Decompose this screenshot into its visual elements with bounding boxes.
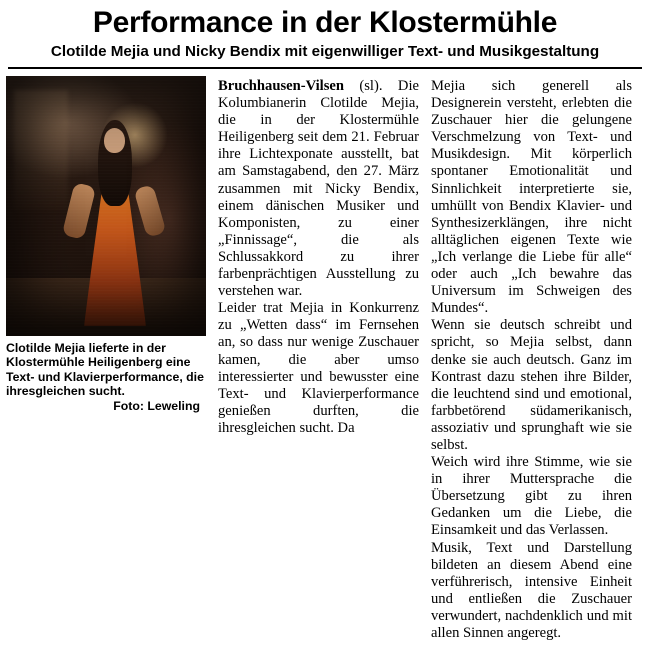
dateline: Bruchhausen-Vilsen bbox=[218, 78, 344, 94]
column-right bbox=[431, 76, 632, 642]
paragraph: Leider trat Mejia in Konkurrenz zu „Wetten dass“ im Fernsehen an, so dass nur wenige Zuschauer kamen, die aber umso interessierter und bewusster eine Text- und Klavierperformance genießen durften, die ihresgleichen sucht. Da bbox=[218, 300, 419, 436]
paragraph: Musik, Text und Darstellung bildeten an diesem Abend eine verführerisch, intensive Einheit und entließen die Zuschauer verwundert, nachdenklich und mit allen Sinnen angeregt. bbox=[431, 539, 632, 641]
photo-caption bbox=[6, 341, 206, 413]
article-subhead: Clotilde Mejia und Nicky Bendix mit eigenwilliger Text- und Musikgestaltung bbox=[50, 43, 600, 60]
paragraph: Wenn sie deutsch schreibt und spricht, so Mejia selbst, dann denke sie auch deutsch. Ganz im Kontrast dazu stehen ihre Bilder, die leuchtend sind und emotional, farbbetörend südamerikanisch, assoziativ und sprunghaft wie sie selbst. bbox=[431, 317, 632, 453]
paragraph: Mejia sich generell als Designerein versteht, erlebten die Zuschauer hier die gelungene Verschmelzung von Text- und Musikdesign. Mit körperlich spontaner Emotionalität und Sinnlichkeit interpretierte sie, umhüllt von Bendix Klavier- und Synthesizerklängen, ihre nicht alltäglichen eigenen Texte wie „Ich verlange die Liebe für alle“ oder auch „Ich bewahre das Universum im Schweigen des Mundes“. bbox=[431, 78, 632, 317]
header-divider bbox=[8, 67, 642, 69]
photo-credit: Foto: Leweling bbox=[113, 398, 200, 413]
paragraph-text: (sl). Die Kolumbianerin Clotilde Mejia, die in der Klostermühle Heiligenberg seit dem 21. Februar ihre Lichtexponate ausstellt, bat am Samstagabend, den 27. März zusammen mit Nicky Bendix, einem dänischen Musiker und Komponisten, zu einer „Finnissage“, die als Schlussakkord zu ihrer farbenprächtigen Ausstellung zu verstehen war. bbox=[218, 78, 419, 300]
article-photo bbox=[6, 76, 206, 336]
column-left bbox=[6, 76, 206, 413]
paragraph bbox=[218, 78, 419, 300]
photo-vignette bbox=[6, 76, 206, 336]
page-title: Performance in der Klostermühle bbox=[92, 6, 558, 39]
article-columns bbox=[6, 76, 644, 642]
paragraph: Weich wird ihre Stimme, wie sie in ihrer Muttersprache die Übersetzung gibt zu ihren Gedanken um die Liebe, die Einsamkeit und das Verlassen. bbox=[431, 454, 632, 539]
photo-caption-text: Clotilde Mejia lieferte in der Klostermühle Heiligenberg eine Text- und Klavierperformance, die ihresgleichen sucht. bbox=[6, 341, 204, 399]
column-middle bbox=[218, 76, 419, 437]
